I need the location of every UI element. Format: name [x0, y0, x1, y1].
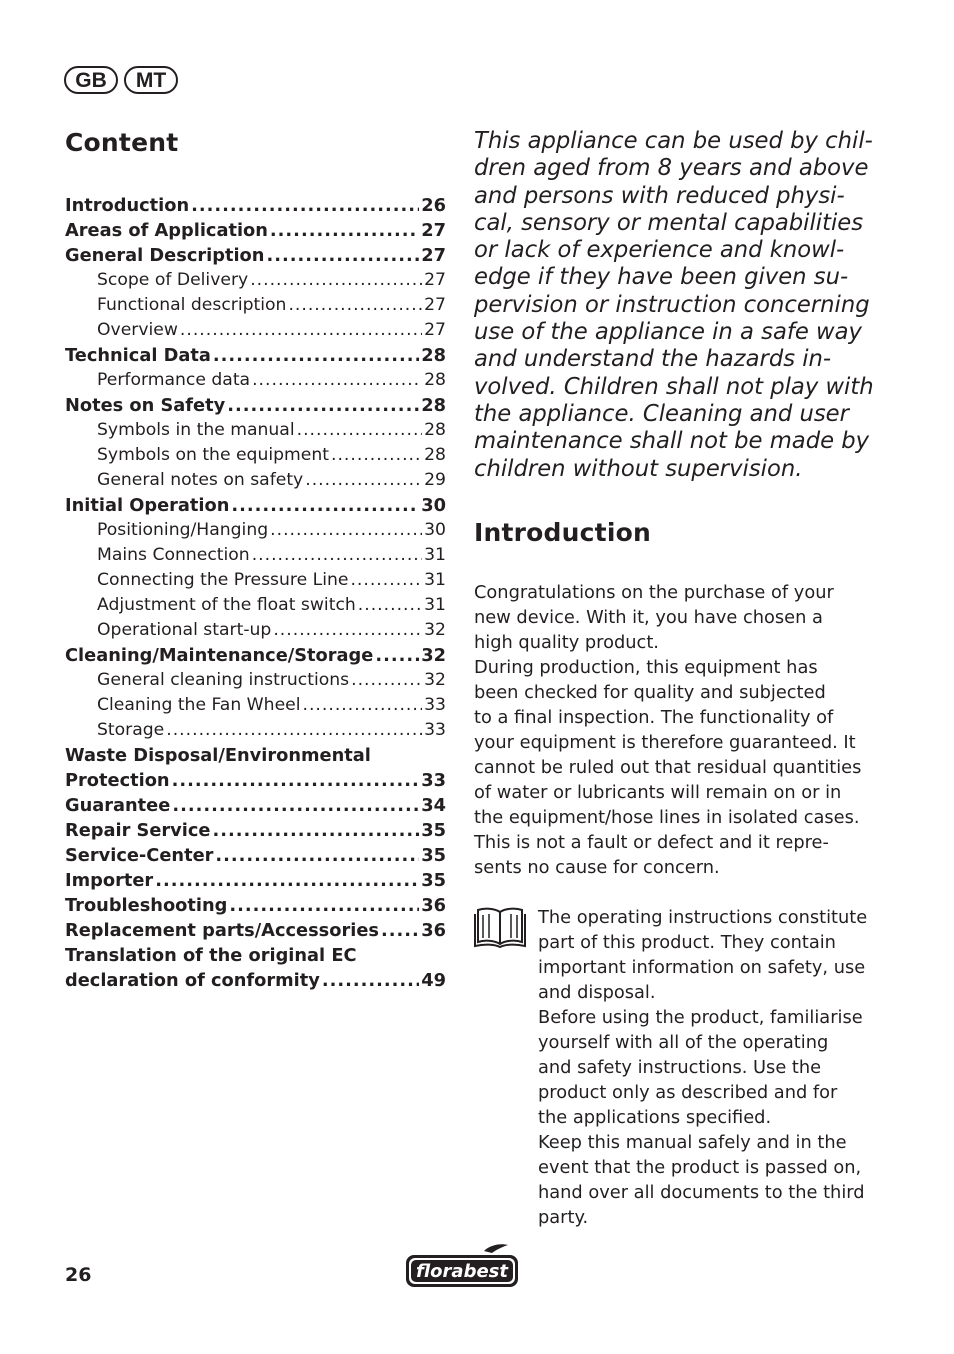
open-book-icon [474, 906, 526, 948]
toc-entry-page: 28 [421, 345, 446, 366]
toc-leader-dots [231, 493, 419, 518]
florabest-logo [404, 1243, 520, 1289]
language-badge-mt: MT [124, 66, 178, 94]
toc-entry-title: General notes on safety [97, 470, 304, 490]
toc-entry-title: Operational start-up [97, 620, 272, 640]
toc-entry-page: 28 [424, 445, 446, 465]
toc-leader-dots [270, 218, 419, 243]
toc-entry-title: General cleaning instructions [97, 670, 350, 690]
note-line: product only as described and for [538, 1081, 838, 1103]
toc-entry-page: 31 [424, 570, 446, 590]
toc-entry-page: 33 [421, 770, 446, 791]
toc-leader-dots [252, 368, 422, 393]
toc-entry-title: declaration of conformity [65, 970, 320, 991]
text-column [474, 128, 874, 1230]
note-line: Keep this manual safely and in the [538, 1131, 847, 1153]
toc-entry-title: Overview [97, 320, 178, 340]
toc-entry-title: Guarantee [65, 795, 171, 816]
toc-leader-dots [305, 468, 422, 493]
page-number: 26 [65, 1264, 92, 1286]
toc-entry-title: Initial Operation [65, 495, 230, 516]
note-line: event that the product is passed on, [538, 1156, 862, 1178]
toc-entry-page: 30 [424, 520, 446, 540]
toc-entry [65, 868, 446, 893]
toc-entry-page: 32 [424, 670, 446, 690]
toc-leader-dots [166, 718, 422, 743]
toc-leader-dots [227, 393, 419, 418]
toc-entry-title: Functional description [97, 295, 287, 315]
toc-entry [65, 443, 446, 468]
toc-entry-title: Importer [65, 870, 154, 891]
safety-notice-line: or lack of experience and knowl- [474, 237, 845, 264]
safety-notice-line: cal, sensory or mental capabilities [474, 209, 864, 236]
toc-entry-title: Connecting the Pressure Line [97, 570, 349, 590]
toc-leader-dots [155, 868, 419, 893]
toc-entry [65, 918, 446, 943]
note-line: important information on safety, use [538, 956, 866, 978]
toc-entry-page: 27 [424, 295, 446, 315]
note-line: the applications specified. [538, 1106, 772, 1128]
toc-entry [65, 643, 446, 668]
introduction-line: cannot be ruled out that residual quantities [474, 756, 862, 778]
toc-entry [65, 468, 446, 493]
toc-entry-page: 27 [421, 245, 446, 266]
toc-entry [65, 218, 446, 243]
introduction-line: of water or lubricants will remain on or in [474, 781, 842, 803]
note-line: The operating instructions constitute [538, 906, 868, 928]
toc-entry-title: Translation of the original EC [65, 945, 357, 966]
toc-entry [65, 743, 446, 768]
note-line: and disposal. [538, 981, 656, 1003]
toc-entry-page: 49 [421, 970, 446, 991]
toc-leader-dots [213, 343, 419, 368]
toc-entry [65, 668, 446, 693]
introduction-paragraph [474, 580, 874, 880]
note-line: party. [538, 1206, 589, 1228]
toc-entry-page: 28 [424, 370, 446, 390]
note-text [538, 905, 874, 1230]
toc-leader-dots [191, 193, 419, 218]
toc-entry [65, 793, 446, 818]
content-heading: Content [65, 128, 179, 157]
toc-entry-page: 26 [421, 195, 446, 216]
safety-notice-line: dren aged from 8 years and above [474, 155, 869, 182]
toc-entry-page: 27 [424, 320, 446, 340]
toc-list [65, 193, 446, 993]
toc-entry-page: 33 [424, 720, 446, 740]
toc-entry-page: 31 [424, 595, 446, 615]
table-of-contents-column [65, 128, 446, 993]
toc-entry-page: 30 [421, 495, 446, 516]
toc-leader-dots [288, 293, 422, 318]
toc-entry [65, 893, 446, 918]
introduction-line: new device. With it, you have chosen a [474, 606, 823, 628]
safety-notice-line: volved. Children shall not play with [474, 373, 874, 400]
toc-leader-dots [229, 893, 419, 918]
toc-leader-dots [266, 243, 419, 268]
introduction-line: been checked for quality and subjected [474, 681, 826, 703]
introduction-line: high quality product. [474, 631, 659, 653]
toc-entry [65, 393, 446, 418]
toc-entry-page: 35 [421, 845, 446, 866]
toc-leader-dots [270, 518, 422, 543]
toc-leader-dots [180, 318, 422, 343]
toc-entry [65, 418, 446, 443]
toc-leader-dots [350, 568, 422, 593]
toc-entry [65, 568, 446, 593]
toc-entry [65, 968, 446, 993]
toc-entry-title: Troubleshooting [65, 895, 228, 916]
introduction-heading: Introduction [474, 517, 651, 547]
language-badge-gb: GB [64, 66, 118, 94]
toc-entry-title: Scope of Delivery [97, 270, 249, 290]
toc-entry-title: Mains Connection [97, 545, 250, 565]
toc-entry [65, 518, 446, 543]
toc-entry-page: 27 [421, 220, 446, 241]
toc-entry [65, 318, 446, 343]
toc-entry-title: Symbols on the equipment [97, 445, 329, 465]
toc-entry-title: Positioning/Hanging [97, 520, 269, 540]
toc-entry [65, 693, 446, 718]
toc-entry-title: Symbols in the manual [97, 420, 295, 440]
logo-text: florabest [416, 1261, 508, 1282]
toc-entry-page: 36 [421, 895, 446, 916]
toc-leader-dots [212, 818, 419, 843]
toc-entry [65, 818, 446, 843]
toc-entry-title: Notes on Safety [65, 395, 226, 416]
toc-entry-title: Storage [97, 720, 165, 740]
toc-entry [65, 768, 446, 793]
note-line: part of this product. They contain [538, 931, 836, 953]
introduction-line: sents no cause for concern. [474, 856, 720, 878]
toc-entry-page: 28 [424, 420, 446, 440]
safety-notice-line: This appliance can be used by chil- [474, 128, 873, 154]
language-badges [64, 66, 178, 94]
safety-notice-line: pervision or instruction concerning [474, 291, 870, 318]
toc-entry-title: Repair Service [65, 820, 211, 841]
introduction-line: Congratulations on the purchase of your [474, 581, 834, 603]
safety-notice-line: use of the appliance in a safe way [474, 319, 862, 346]
toc-entry-page: 27 [424, 270, 446, 290]
toc-entry [65, 843, 446, 868]
toc-entry [65, 293, 446, 318]
safety-notice-line: edge if they have been given su- [474, 264, 849, 291]
toc-entry [65, 243, 446, 268]
toc-entry-title: Technical Data [65, 345, 211, 366]
toc-leader-dots [273, 618, 422, 643]
toc-leader-dots [250, 268, 422, 293]
introduction-line: the equipment/hose lines in isolated cases. [474, 806, 860, 828]
toc-entry-title: Areas of Application [65, 220, 268, 241]
toc-leader-dots [172, 793, 419, 818]
toc-entry-page: 36 [421, 920, 446, 941]
toc-entry [65, 193, 446, 218]
toc-entry-title: Replacement parts/Accessories [65, 920, 379, 941]
introduction-line: During production, this equipment has [474, 656, 818, 678]
manual-note [474, 905, 874, 1230]
safety-notice-line: the appliance. Cleaning and user [474, 400, 849, 427]
toc-leader-dots [303, 693, 423, 718]
toc-leader-dots [331, 443, 422, 468]
toc-entry-title: General Description [65, 245, 265, 266]
safety-notice-line: children without supervision. [474, 455, 803, 482]
toc-entry-page: 28 [421, 395, 446, 416]
toc-entry [65, 368, 446, 393]
toc-entry-title: Cleaning the Fan Wheel [97, 695, 301, 715]
toc-entry-title: Protection [65, 770, 170, 791]
toc-entry-title: Introduction [65, 195, 190, 216]
toc-entry-page: 34 [421, 795, 446, 816]
toc-leader-dots [351, 668, 422, 693]
toc-leader-dots [358, 593, 422, 618]
toc-entry-page: 35 [421, 820, 446, 841]
child-safety-notice [474, 128, 874, 483]
toc-entry-page: 33 [424, 695, 446, 715]
note-line: and safety instructions. Use the [538, 1056, 822, 1078]
toc-entry-page: 29 [424, 470, 446, 490]
toc-entry [65, 343, 446, 368]
introduction-line: to a final inspection. The functionality of [474, 706, 834, 728]
note-line: Before using the product, familiarise [538, 1006, 863, 1028]
toc-leader-dots [172, 768, 420, 793]
toc-entry [65, 943, 446, 968]
toc-leader-dots [252, 543, 422, 568]
toc-entry-page: 35 [421, 870, 446, 891]
safety-notice-line: and persons with reduced physi- [474, 182, 845, 209]
toc-entry-page: 32 [421, 645, 446, 666]
toc-leader-dots [297, 418, 423, 443]
toc-entry-title: Performance data [97, 370, 251, 390]
toc-entry-title: Waste Disposal/Environmental [65, 745, 371, 766]
toc-entry [65, 268, 446, 293]
toc-entry [65, 718, 446, 743]
note-line: yourself with all of the operating [538, 1031, 829, 1053]
toc-leader-dots [322, 968, 419, 993]
toc-entry [65, 593, 446, 618]
safety-notice-line: and understand the hazards in- [474, 346, 832, 373]
safety-notice-line: maintenance shall not be made by [474, 428, 870, 455]
toc-entry-title: Adjustment of the float switch [97, 595, 356, 615]
toc-entry-title: Service-Center [65, 845, 214, 866]
toc-leader-dots [215, 843, 419, 868]
introduction-line: This is not a fault or defect and it repre- [474, 831, 829, 853]
introduction-line: your equipment is therefore guaranteed. It [474, 731, 856, 753]
toc-entry-title: Cleaning/Maintenance/Storage [65, 645, 374, 666]
toc-leader-dots [381, 918, 419, 943]
toc-leader-dots [375, 643, 419, 668]
toc-entry-page: 32 [424, 620, 446, 640]
toc-entry [65, 543, 446, 568]
note-line: hand over all documents to the third [538, 1181, 865, 1203]
toc-entry-page: 31 [424, 545, 446, 565]
toc-entry [65, 493, 446, 518]
toc-entry [65, 618, 446, 643]
